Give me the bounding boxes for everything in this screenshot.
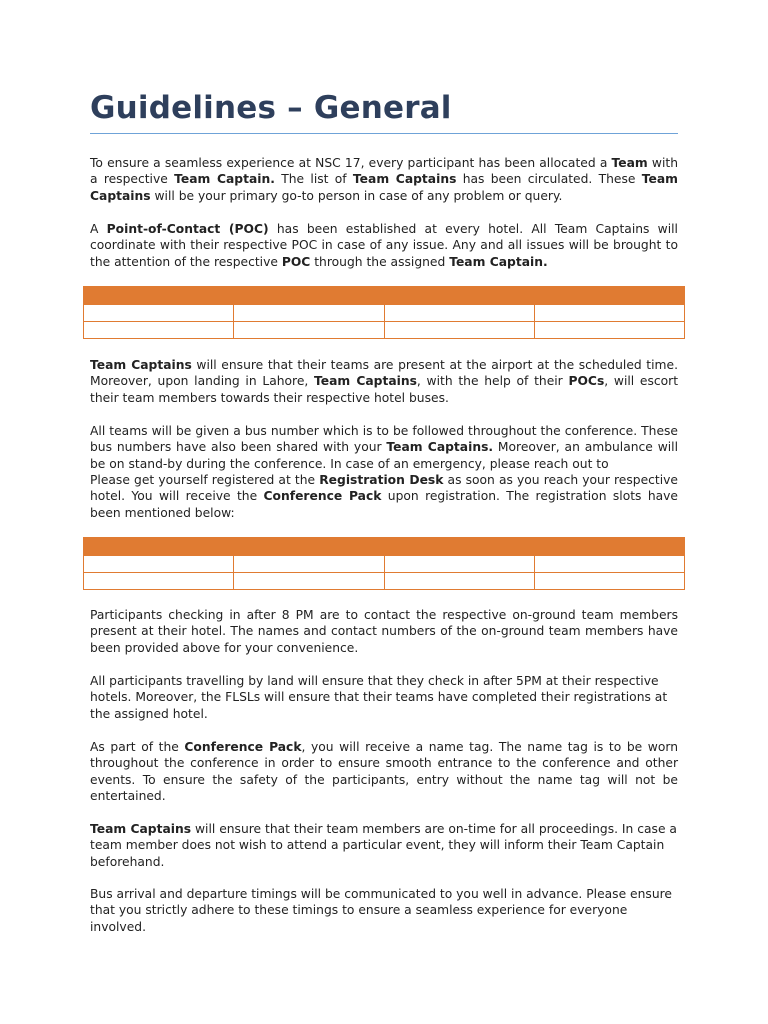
contact-table	[83, 286, 685, 339]
table-row	[84, 573, 685, 590]
paragraph-land-travel: All participants travelling by land will ensure that they check in after 5PM at their respective hotels. Moreover, the FLSLs will ensure that their teams have completed their registrations at the assigned hotel.	[90, 674, 668, 721]
paragraph-registration: Please get yourself registered at the Registration Desk as soon as you reach your respective hotel. You will receive the Conference Pack upon registration. The registration slots have been mentioned below:	[90, 473, 678, 520]
table-row	[84, 322, 685, 339]
title-underline	[90, 133, 678, 134]
table-row	[84, 556, 685, 573]
paragraph-name-tag: As part of the Conference Pack, you will receive a name tag. The name tag is to be worn throughout the conference in order to ensure smooth entrance to the conference and other events. To ensure the safety of the participants, entry without the name tag will not be entertained.	[90, 740, 678, 804]
table-row	[84, 305, 685, 322]
page-title: Guidelines – General	[90, 90, 452, 126]
paragraph-late-checkin: Participants checking in after 8 PM are to contact the respective on-ground team members present at their hotel. The names and contact numbers of the on-ground team members have been provided above for your convenience.	[90, 608, 678, 655]
paragraph-team-allocation: To ensure a seamless experience at NSC 17, every participant has been allocated a Team with a respective Team Captain. The list of Team Captains has been circulated. These Team Captains will be your primary go-to person in case of any problem or query.	[90, 156, 679, 203]
paragraph-airport-arrival: Team Captains will ensure that their teams are present at the airport at the scheduled time. Moreover, upon landing in Lahore, Team Captains, with the help of their POCs, will escort their team members towards their respective hotel buses.	[90, 358, 679, 405]
registration-slots-table	[83, 537, 685, 590]
paragraph-punctuality: Team Captains will ensure that their team members are on-time for all proceedings. In case a team member does not wish to attend a particular event, they will inform their Team Captain beforehand.	[90, 822, 677, 869]
table-header-row	[84, 287, 685, 305]
table-header-row	[84, 538, 685, 556]
paragraph-bus-numbers: All teams will be given a bus number which is to be followed throughout the conference. These bus numbers have also been shared with your Team Captains. Moreover, an ambulance will be on stand-by during the conference. In case of an emergency, please reach out to	[90, 424, 679, 471]
paragraph-point-of-contact: A Point-of-Contact (POC) has been established at every hotel. All Team Captains will coordinate with their respective POC in case of any issue. Any and all issues will be brought to the attention of the respective POC through the assigned Team Captain.	[90, 222, 678, 269]
paragraph-bus-timings: Bus arrival and departure timings will be communicated to you well in advance. Please ensure that you strictly adhere to these timings to ensure a seamless experience for everyone involved.	[90, 887, 672, 934]
